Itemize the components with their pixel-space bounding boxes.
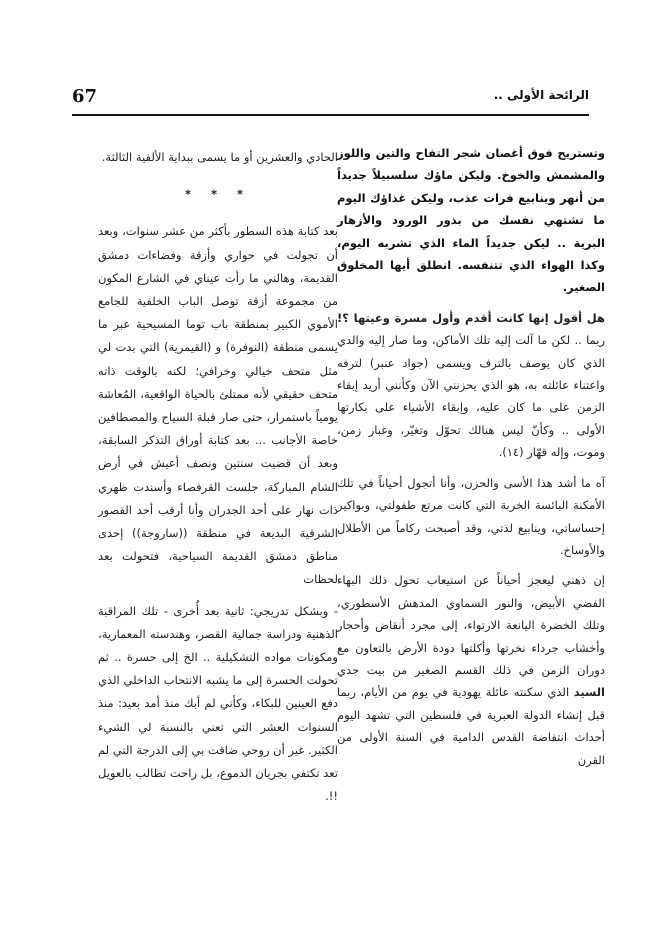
page-number: 67 [72,86,98,107]
body-paragraph-3 [337,569,605,771]
question-body: ربما .. لكن ما آلت إليه تلك الأماكن، وما صار إليه والدي الذي كان يوصف بالترف ويسمى (جواد عنبر) لترفه واعتناء عائلته به، هو الذي يحزنني الآن وكأنني أريد إبقاء الزمن على ما كان عليه، وإبقاء الأشياء على بكارتها الأولى .. وكأنّ ليس هنالك تحوّل وتغيّر، وغبار زمن، وموت، وإله قهّار (١٤). [337,333,605,460]
continuation-paragraph: الحادي والعشرين أو ما يسمى ببداية الألفية الثالثة. [101,150,338,164]
body-paragraph-3-end: الذي سكنته عائلة يهودية في يوم من الأيام، ربما قبل إنشاء الدولة العبرية في فلسطين التي تشهد اليوم أحداث انتفاضة القدس الدامية في السنة الأولى من القرن [337,685,605,767]
body-paragraph-5: - وبشكل تدريجي: ثانية بعد أُخرى - تلك المراقبة الذهنية ودراسة جمالية القصر، وهندسته المعمارية، ومكونات مواده التشكيلية .. الخ إلى حسرة .. ثم تحولت الحسرة إلى ما يشبه الانتحاب الداخلي الذي دفع العينين للبكاء، وكأني لم أبك منذ أمد بعيد: منذ السنوات العشر التي تعني بالنسبة لي الشيء الكثير. غير أن روحي ضاقت بي إلى الدرجة التي لم تعد تكتفي بجريان الدموع، بل راحت تطالب بالعويل !!. [98,603,338,804]
question-heading: هل أقول إنها كانت أقدم وأول مسرة وعيتها ؟! [337,310,605,325]
header-divider [72,114,589,116]
question-paragraph [337,307,605,464]
highlighted-name: السيد [573,685,605,700]
bold-intro-paragraph: وتستريح فوق أغصان شجر التفاح والتين واللوز والمشمش والخوخ. وليكن ماؤك سلسبيلاً جديداً من أنهر وينابيع فرات عذب، وليكن غذاؤك اليوم ما تشتهي نفسك من بذور الورود والأزهار البرية .. ليكن جديداً الماء الذي تشربه اليوم، وكذا الهواء الذي تتنفسه. انطلق أيها المخلوق الصغير. [337,146,605,295]
section-separator: * * * [184,187,252,202]
body-paragraph-2: آه ما أشد هذا الأسى والحزن، وأنا أتجول أحياناً في تلك الأمكنة البائسة الخربة التي كانت مرتع طفولتي، وبواكير إحساساتي، وينابيع لذتي، وقد أصبحت ركاماً من الأطلال والأوساخ. [337,475,605,557]
body-paragraph-3-start: إن ذهني ليعجز أحياناً عن استيعاب تحول ذلك البهاء الفضي الأبيض، والنور السماوي المدهش الأسطوري، وتلك الخضرة اليانعة الارتواء، إلى مجرد أنقاض وأحجار وأخشاب جرداء نخرتها وأكلتها دودة الأرض بالتعاون مع دوران الزمن في ذلك القسم الصغير من بيت جدي [337,573,605,677]
running-header-title: الرائحة الأولى .. [493,88,589,102]
right-text-column [337,142,605,779]
left-text-column [98,146,338,816]
body-paragraph-4: بعد كتابة هذه السطور بأكثر من عشر سنوات، وبعد أن تجولت في حواري وأزقة وفضاءات دمشق القديمة، وهالني ما رأت عيناي في الشارع المكون من مجموعة أزقة توصل الباب الخلفية للجامع الأموي الكبير بمنطقة باب توما المسيحية عبر ما يسمى منطقة (النوفرة) و (القيمرية) التي بدت لي مثل متحف خيالي وخرافي؛ لكنه بالوقت ذاته متحف حقيقي لأنه ممتلئ بالحياة الواقعية، المُعاشة يومياً باستمرار، حتى صار قبلة السياح والمصطافين خاصة الأجانب ... بعد كتابة أوراق التذكر السابقة، وبعد أن قضيت سنتين ونصف أعيش في أرض الشام المباركة، جلست القرفصاء وأسندت ظهري ذات نهار على أحد الجدران وأنا أرقب أحد القصور الشرقية البديعة في منطقة ((ساروجة)) إحدى مناطق دمشق القديمة السياحية، فتحولت بعد لحظات [98,224,338,587]
